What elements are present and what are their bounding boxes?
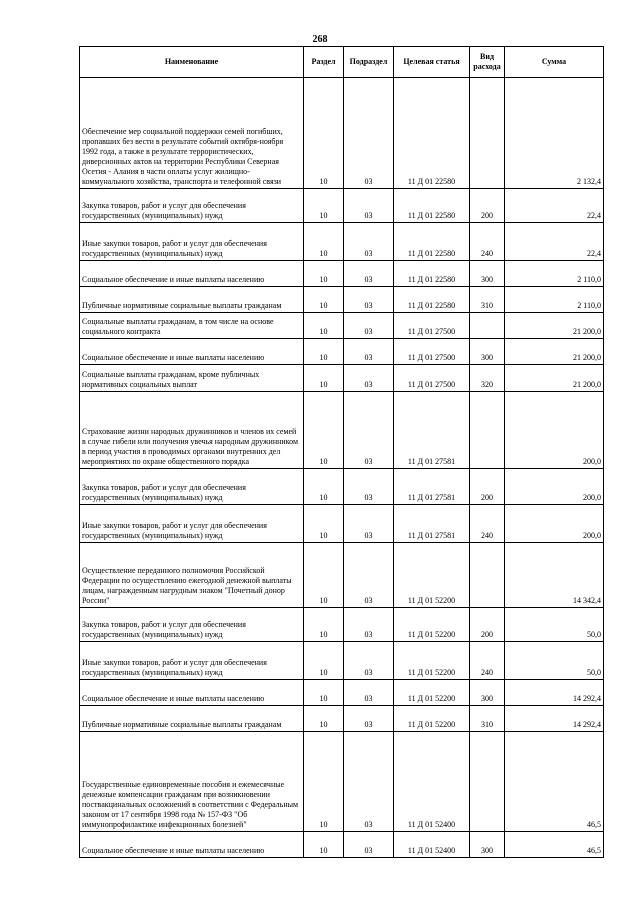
cell-sum: 21 200,0: [505, 339, 604, 365]
col-header-subsection: Подраздел: [344, 47, 394, 78]
table-row: [80, 392, 604, 469]
cell-section: 10: [304, 469, 344, 505]
table-row: [80, 505, 604, 543]
cell-expense-type: [470, 392, 505, 469]
cell-section: 10: [304, 832, 344, 858]
cell-target: 11 Д 01 52200: [394, 680, 470, 706]
cell-target: 11 Д 01 52200: [394, 543, 470, 608]
table-row: [80, 680, 604, 706]
cell-target: 11 Д 01 27500: [394, 339, 470, 365]
cell-sum: 14 292,4: [505, 680, 604, 706]
cell-name: Социальное обеспечение и иные выплаты населению: [80, 339, 304, 365]
col-header-sum: Сумма: [505, 47, 604, 78]
cell-section: 10: [304, 392, 344, 469]
cell-sum: 46,5: [505, 832, 604, 858]
cell-section: 10: [304, 365, 344, 392]
cell-target: 11 Д 01 52200: [394, 706, 470, 732]
cell-expense-type: 200: [470, 608, 505, 642]
cell-section: 10: [304, 313, 344, 339]
cell-subsection: 03: [344, 469, 394, 505]
cell-subsection: 03: [344, 339, 394, 365]
cell-target: 11 Д 01 52200: [394, 642, 470, 680]
cell-sum: 22,4: [505, 189, 604, 223]
cell-name: Осуществление переданного полномочия Российской Федерации по осуществлению ежегодной денежной выплаты лицам, награжденным нагрудным знаком "Почетный донор России": [80, 543, 304, 608]
cell-target: 11 Д 01 22580: [394, 287, 470, 313]
table-row: [80, 732, 604, 832]
cell-target: 11 Д 01 22580: [394, 189, 470, 223]
cell-sum: 21 200,0: [505, 365, 604, 392]
cell-sum: 2 110,0: [505, 261, 604, 287]
cell-expense-type: 300: [470, 832, 505, 858]
cell-expense-type: [470, 732, 505, 832]
cell-sum: 200,0: [505, 505, 604, 543]
cell-section: 10: [304, 505, 344, 543]
cell-subsection: 03: [344, 78, 394, 189]
cell-sum: 50,0: [505, 608, 604, 642]
cell-sum: 14 342,4: [505, 543, 604, 608]
table-header-row: [80, 47, 604, 78]
col-header-section: Раздел: [304, 47, 344, 78]
cell-sum: 2 110,0: [505, 287, 604, 313]
cell-sum: 21 200,0: [505, 313, 604, 339]
cell-name: Обеспечение мер социальной поддержки семей погибших, пропавших без вести в результате событий октября-ноября 1992 года, а также в результате террористических, диверсионных актов на территории Республики Северная Осетия - Алания в части оплаты услуг жилищно-коммунального хозяйства, транспорта и телефонной связи: [80, 78, 304, 189]
cell-subsection: 03: [344, 642, 394, 680]
cell-target: 11 Д 01 27581: [394, 505, 470, 543]
table-row: [80, 642, 604, 680]
cell-name: Публичные нормативные социальные выплаты гражданам: [80, 706, 304, 732]
cell-section: 10: [304, 732, 344, 832]
cell-expense-type: 240: [470, 505, 505, 543]
cell-section: 10: [304, 706, 344, 732]
cell-subsection: 03: [344, 392, 394, 469]
cell-section: 10: [304, 287, 344, 313]
cell-expense-type: 310: [470, 706, 505, 732]
cell-section: 10: [304, 608, 344, 642]
cell-section: 10: [304, 223, 344, 261]
table-row: [80, 832, 604, 858]
table-row: [80, 78, 604, 189]
cell-subsection: 03: [344, 189, 394, 223]
cell-expense-type: [470, 543, 505, 608]
cell-section: 10: [304, 642, 344, 680]
cell-expense-type: 240: [470, 642, 505, 680]
cell-sum: 14 292,4: [505, 706, 604, 732]
cell-expense-type: 200: [470, 469, 505, 505]
cell-name: Иные закупки товаров, работ и услуг для обеспечения государственных (муниципальных) нужд: [80, 642, 304, 680]
cell-name: Иные закупки товаров, работ и услуг для обеспечения государственных (муниципальных) нужд: [80, 223, 304, 261]
col-header-expense-type: Вид расхода: [470, 47, 505, 78]
cell-name: Социальное обеспечение и иные выплаты населению: [80, 680, 304, 706]
cell-subsection: 03: [344, 608, 394, 642]
cell-sum: 200,0: [505, 392, 604, 469]
cell-subsection: 03: [344, 223, 394, 261]
cell-target: 11 Д 01 52400: [394, 732, 470, 832]
cell-name: Социальное обеспечение и иные выплаты населению: [80, 832, 304, 858]
cell-expense-type: [470, 313, 505, 339]
cell-expense-type: 320: [470, 365, 505, 392]
cell-target: 11 Д 01 27500: [394, 365, 470, 392]
cell-subsection: 03: [344, 732, 394, 832]
cell-expense-type: [470, 78, 505, 189]
cell-name: Социальные выплаты гражданам, кроме публичных нормативных социальных выплат: [80, 365, 304, 392]
cell-sum: 200,0: [505, 469, 604, 505]
cell-target: 11 Д 01 27500: [394, 313, 470, 339]
cell-section: 10: [304, 680, 344, 706]
table-row: [80, 608, 604, 642]
cell-subsection: 03: [344, 365, 394, 392]
cell-name: Публичные нормативные социальные выплаты гражданам: [80, 287, 304, 313]
cell-sum: 22,4: [505, 223, 604, 261]
cell-sum: 46,5: [505, 732, 604, 832]
col-header-name: Наименование: [80, 47, 304, 78]
cell-expense-type: 300: [470, 261, 505, 287]
table-row: [80, 223, 604, 261]
cell-sum: 2 132,4: [505, 78, 604, 189]
cell-subsection: 03: [344, 706, 394, 732]
cell-expense-type: 300: [470, 339, 505, 365]
cell-section: 10: [304, 261, 344, 287]
cell-target: 11 Д 01 52400: [394, 832, 470, 858]
cell-section: 10: [304, 78, 344, 189]
cell-target: 11 Д 01 52200: [394, 608, 470, 642]
cell-subsection: 03: [344, 505, 394, 543]
cell-name: Закупка товаров, работ и услуг для обеспечения государственных (муниципальных) нужд: [80, 469, 304, 505]
cell-section: 10: [304, 189, 344, 223]
cell-target: 11 Д 01 27581: [394, 469, 470, 505]
table-row: [80, 313, 604, 339]
budget-table: [79, 46, 604, 858]
cell-expense-type: 240: [470, 223, 505, 261]
cell-section: 10: [304, 543, 344, 608]
cell-name: Государственные единовременные пособия и ежемесячные денежные компенсации гражданам при возникновении поствакцинальных осложнений в соответствии с Федеральным законом от 17 сентября 1998 года № 157-ФЗ "Об иммунопрофилактике инфекционных болезней": [80, 732, 304, 832]
table-row: [80, 287, 604, 313]
cell-name: Закупка товаров, работ и услуг для обеспечения государственных (муниципальных) нужд: [80, 189, 304, 223]
cell-expense-type: 300: [470, 680, 505, 706]
cell-target: 11 Д 01 22580: [394, 78, 470, 189]
cell-subsection: 03: [344, 832, 394, 858]
cell-target: 11 Д 01 22580: [394, 261, 470, 287]
cell-subsection: 03: [344, 313, 394, 339]
cell-target: 11 Д 01 27581: [394, 392, 470, 469]
cell-expense-type: 310: [470, 287, 505, 313]
table-row: [80, 469, 604, 505]
table-row: [80, 706, 604, 732]
cell-sum: 50,0: [505, 642, 604, 680]
cell-name: Социальное обеспечение и иные выплаты населению: [80, 261, 304, 287]
cell-subsection: 03: [344, 261, 394, 287]
cell-subsection: 03: [344, 287, 394, 313]
cell-name: Иные закупки товаров, работ и услуг для обеспечения государственных (муниципальных) нужд: [80, 505, 304, 543]
col-header-target: Целевая статья: [394, 47, 470, 78]
cell-name: Закупка товаров, работ и услуг для обеспечения государственных (муниципальных) нужд: [80, 608, 304, 642]
cell-expense-type: 200: [470, 189, 505, 223]
cell-name: Страхование жизни народных дружинников и членов их семей в случае гибели или получения увечья народным дружинником в период участия в проводимых органами внутренних дел мероприятиях по охране общественного порядка: [80, 392, 304, 469]
table-row: [80, 261, 604, 287]
table-row: [80, 543, 604, 608]
cell-subsection: 03: [344, 543, 394, 608]
cell-subsection: 03: [344, 680, 394, 706]
table-row: [80, 339, 604, 365]
page-number: 268: [312, 34, 328, 45]
cell-section: 10: [304, 339, 344, 365]
cell-name: Социальные выплаты гражданам, в том числе на основе социального контракта: [80, 313, 304, 339]
table-row: [80, 189, 604, 223]
table-row: [80, 365, 604, 392]
cell-target: 11 Д 01 22580: [394, 223, 470, 261]
